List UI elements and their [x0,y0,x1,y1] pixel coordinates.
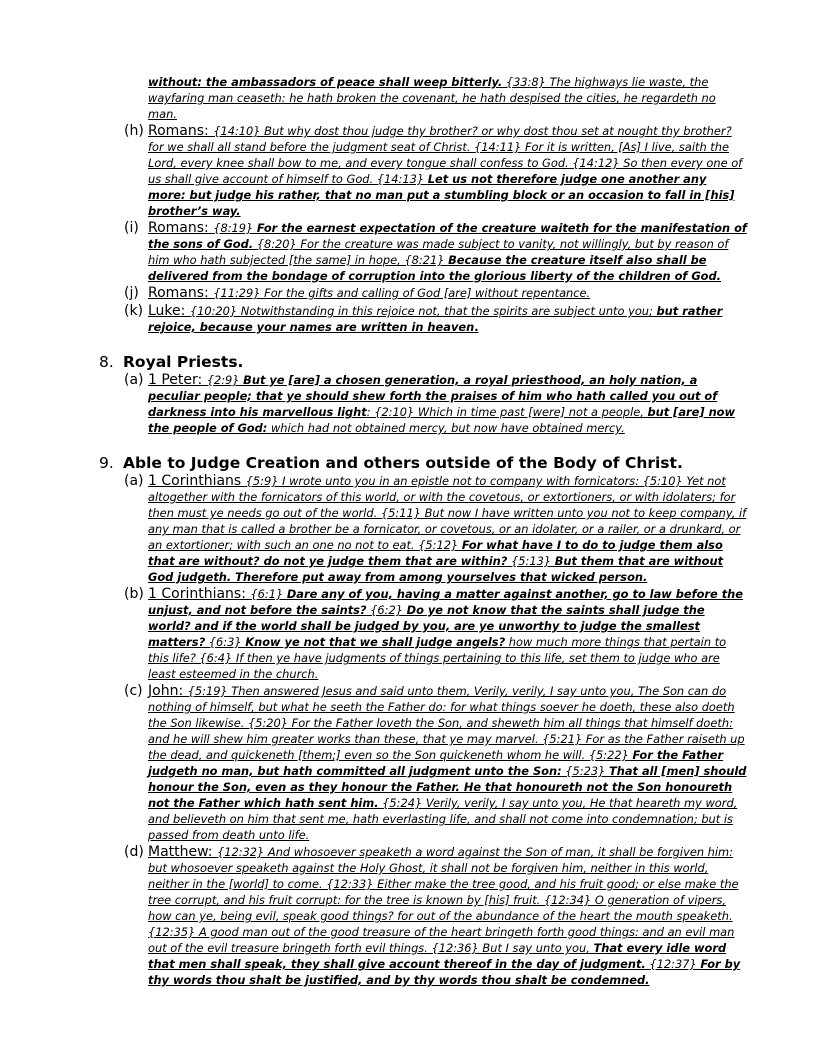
continuation-paragraph [148,74,747,122]
emphasized-verse: But ye [are] a chosen generation, a royal priesthood, an holy nation, a peculiar people; that ye should shew forth the praises of him who hath called you out of darkness into his marvellous light [148,373,718,419]
verse-text: : {2:10} Which in time past [were] not a people, [366,405,648,419]
verse-text: which had not obtained mercy, but now have obtained mercy. [267,421,625,435]
book-reference: John: [148,683,188,699]
book-reference: Luke: [148,303,190,319]
emphasized-verse: but rather rejoice, because your names are written in heaven [148,304,723,334]
item-label: (i) [124,220,139,236]
verse-text: how much more things that pertain to this life? {6:4} If then ye have judgments of things pertaining to this life, set them to judge who are least esteemed in the church. [148,635,727,681]
continuation-bold: without: the ambassadors of peace shall weep bitterly. [148,75,503,89]
verse-text: {5:24} Verily, verily, I say unto you, He that heareth my word, and believeth on him that sent me, hath everlasting life, and shall not come into condemnation; but is passed from death unto life. [148,796,738,842]
section-heading [0,353,747,371]
section-title: Able to Judge Creation and others outside of the Body of Christ. [123,454,683,472]
scripture-item [0,303,747,335]
emphasized-verse: For by thy words thou shalt be justified, and by thy words thou shalt be condemned. [148,957,741,987]
book-reference: 1 Corinthians: [148,586,251,602]
emphasized-verse: For what have I to do to judge them also that are without? do not ye judge them that are within? [148,538,723,568]
scripture-item [0,123,747,219]
continuation-text: {33:8} The highways lie waste, the wayfaring man ceaseth: he hath broken the covenant, he hath despised the cities, he regardeth no man. [148,75,716,121]
book-reference: Romans: [148,123,214,139]
verse-text: {12:32} And whosoever speaketh a word against the Son of man, it shall be forgiven him: but whosoever speaketh against the Holy Ghost, it shall not be forgiven him, neither in this world, neither in the [world] to come. {12:33} Either make the tree good, and his fruit good; or else make the tree corrupt, and his fruit corrupt: for the tree is known by [his] fruit. {12:34} O generation of vipers, how can ye, being evil, speak good things? for out of the abundance of the heart the mouth speaketh. {12:35} A good man out of the good treasure of the heart bringeth forth good things: and an evil man out of the evil treasure bringeth forth evil things. {12:36} But I say unto you, [148,845,739,955]
item-label: (k) [124,303,144,319]
verse-text: {8:19} [213,221,257,235]
item-label: (c) [124,683,143,699]
section-title: Royal Priests. [123,353,244,371]
book-reference: Romans: [148,220,214,236]
item-label: (d) [124,844,144,860]
section-number: 8. [99,353,114,371]
verse-end-mark: . [474,320,479,334]
item-label: (b) [124,586,144,602]
item-body [148,285,747,302]
emphasized-verse: but [are] now the people of God: [148,405,736,435]
emphasized-verse: Know ye not that we shall judge angels? [245,635,506,649]
item-body [148,586,747,682]
verse-text: {5:9} I wrote unto you in an epistle not to company with fornicators: {5:10} Yet not altogether with the fornicators of this world, or with the covetous, or extortioners, or with idolaters; for then must ye needs go out of the world. {5:11} But now I have written unto you not to keep company, if any man that is called a brother be a fornicator, or covetous, or an idolater, or a railer, or a drunkard, or an extortioner; with such an one no not to eat. {5:12} [148,474,747,552]
scripture-item [0,844,747,988]
verse-text: {6:2} [366,603,407,617]
scripture-item [0,473,747,585]
emphasized-verse: Let us not therefore judge one another any more: but judge his rather, that no man put a stumbling block or an occasion to fall in [his] brother’s way. [148,172,735,218]
verse-text: {12:37} [645,957,701,971]
sections [0,353,747,988]
previous-section-items [0,123,747,335]
item-body [148,220,747,284]
scripture-item [0,285,747,302]
verse-text: {11:29} For the gifts and calling of God [are] without repentance. [213,286,591,300]
item-body [148,844,747,988]
scripture-item [0,586,747,682]
verse-text: {14:10} But why dost thou judge thy brother? or why dost thou set at nought thy brother? for we shall all stand before the judgment seat of Christ. {14:11} For it is written, [As] I live, saith the Lord, every knee shall bow to me, and every tongue shall confess to God. {14:12} So then every one of us shall give account of himself to God. {14:13} [148,124,743,186]
verse-text: {5:13} [507,554,555,568]
section-number: 9. [99,454,114,472]
item-body [148,372,747,436]
verse-text: {6:3} [205,635,246,649]
emphasized-verse: That all [men] should honour the Son, even as they honour the Father. He that honoureth not the Son honoureth not the Father which hath sent him. [148,764,747,810]
scripture-item [0,220,747,284]
item-body [148,123,747,219]
emphasized-verse: Do ye not know that the saints shall judge the world? and if the world shall be judged by you, are ye unworthy to judge the smallest matters? [148,603,705,649]
emphasized-verse: That every idle word that men shall speak, they shall give account thereof in the day of judgment. [148,941,727,971]
scripture-item [0,683,747,843]
book-reference: Romans: [148,285,214,301]
emphasized-verse: Because the creature itself also shall be delivered from the bondage of corruption into the glorious liberty of the children of God. [148,253,721,283]
emphasized-verse: Dare any of you, having a matter against another, go to law before the unjust, and not before the saints? [148,587,744,617]
item-label: (a) [124,473,144,489]
book-reference: Matthew: [148,844,217,860]
verse-text: {2:9} [206,373,244,387]
item-body [148,473,747,585]
item-label: (h) [124,123,144,139]
verse-text: {5:23} [561,764,609,778]
verse-text: {8:20} For the creature was made subject to vanity, not willingly, but by reason of him who hath subjected [the same] in hope, {8:21} [148,237,729,267]
verse-text: {10:20} Notwithstanding in this rejoice not, that the spirits are subject unto you; [189,304,657,318]
scripture-item [0,372,747,436]
emphasized-verse: For the earnest expectation of the creature waiteth for the manifestation of the sons of God. [148,221,747,251]
emphasized-verse: For the Father judgeth no man, but hath committed all judgment unto the Son: [148,748,724,778]
verse-text: {6:1} [250,587,287,601]
item-label: (a) [124,372,144,388]
item-label: (j) [124,285,139,301]
verse-text: {5:19} Then answered Jesus and said unto them, Verily, verily, I say unto you, The Son can do nothing of himself, but what he seeth the Father do: for what things soever he doeth, these also doeth the Son likewise. {5:20} For the Father loveth the Son, and sheweth him all things that himself doeth: and he will shew him greater works than these, that ye may marvel. {5:21} For as the Father raiseth up the dead, and quickeneth [them;] even so the Son quickeneth whom he will. {5:22} [148,684,745,762]
book-reference: 1 Peter: [148,372,207,388]
section-heading [0,454,747,472]
emphasized-verse: But them that are without God judgeth. Therefore put away from among yourselves that wicked person. [148,554,724,584]
item-body [148,683,747,843]
item-body [148,303,747,335]
book-reference: 1 Corinthians [148,473,246,489]
